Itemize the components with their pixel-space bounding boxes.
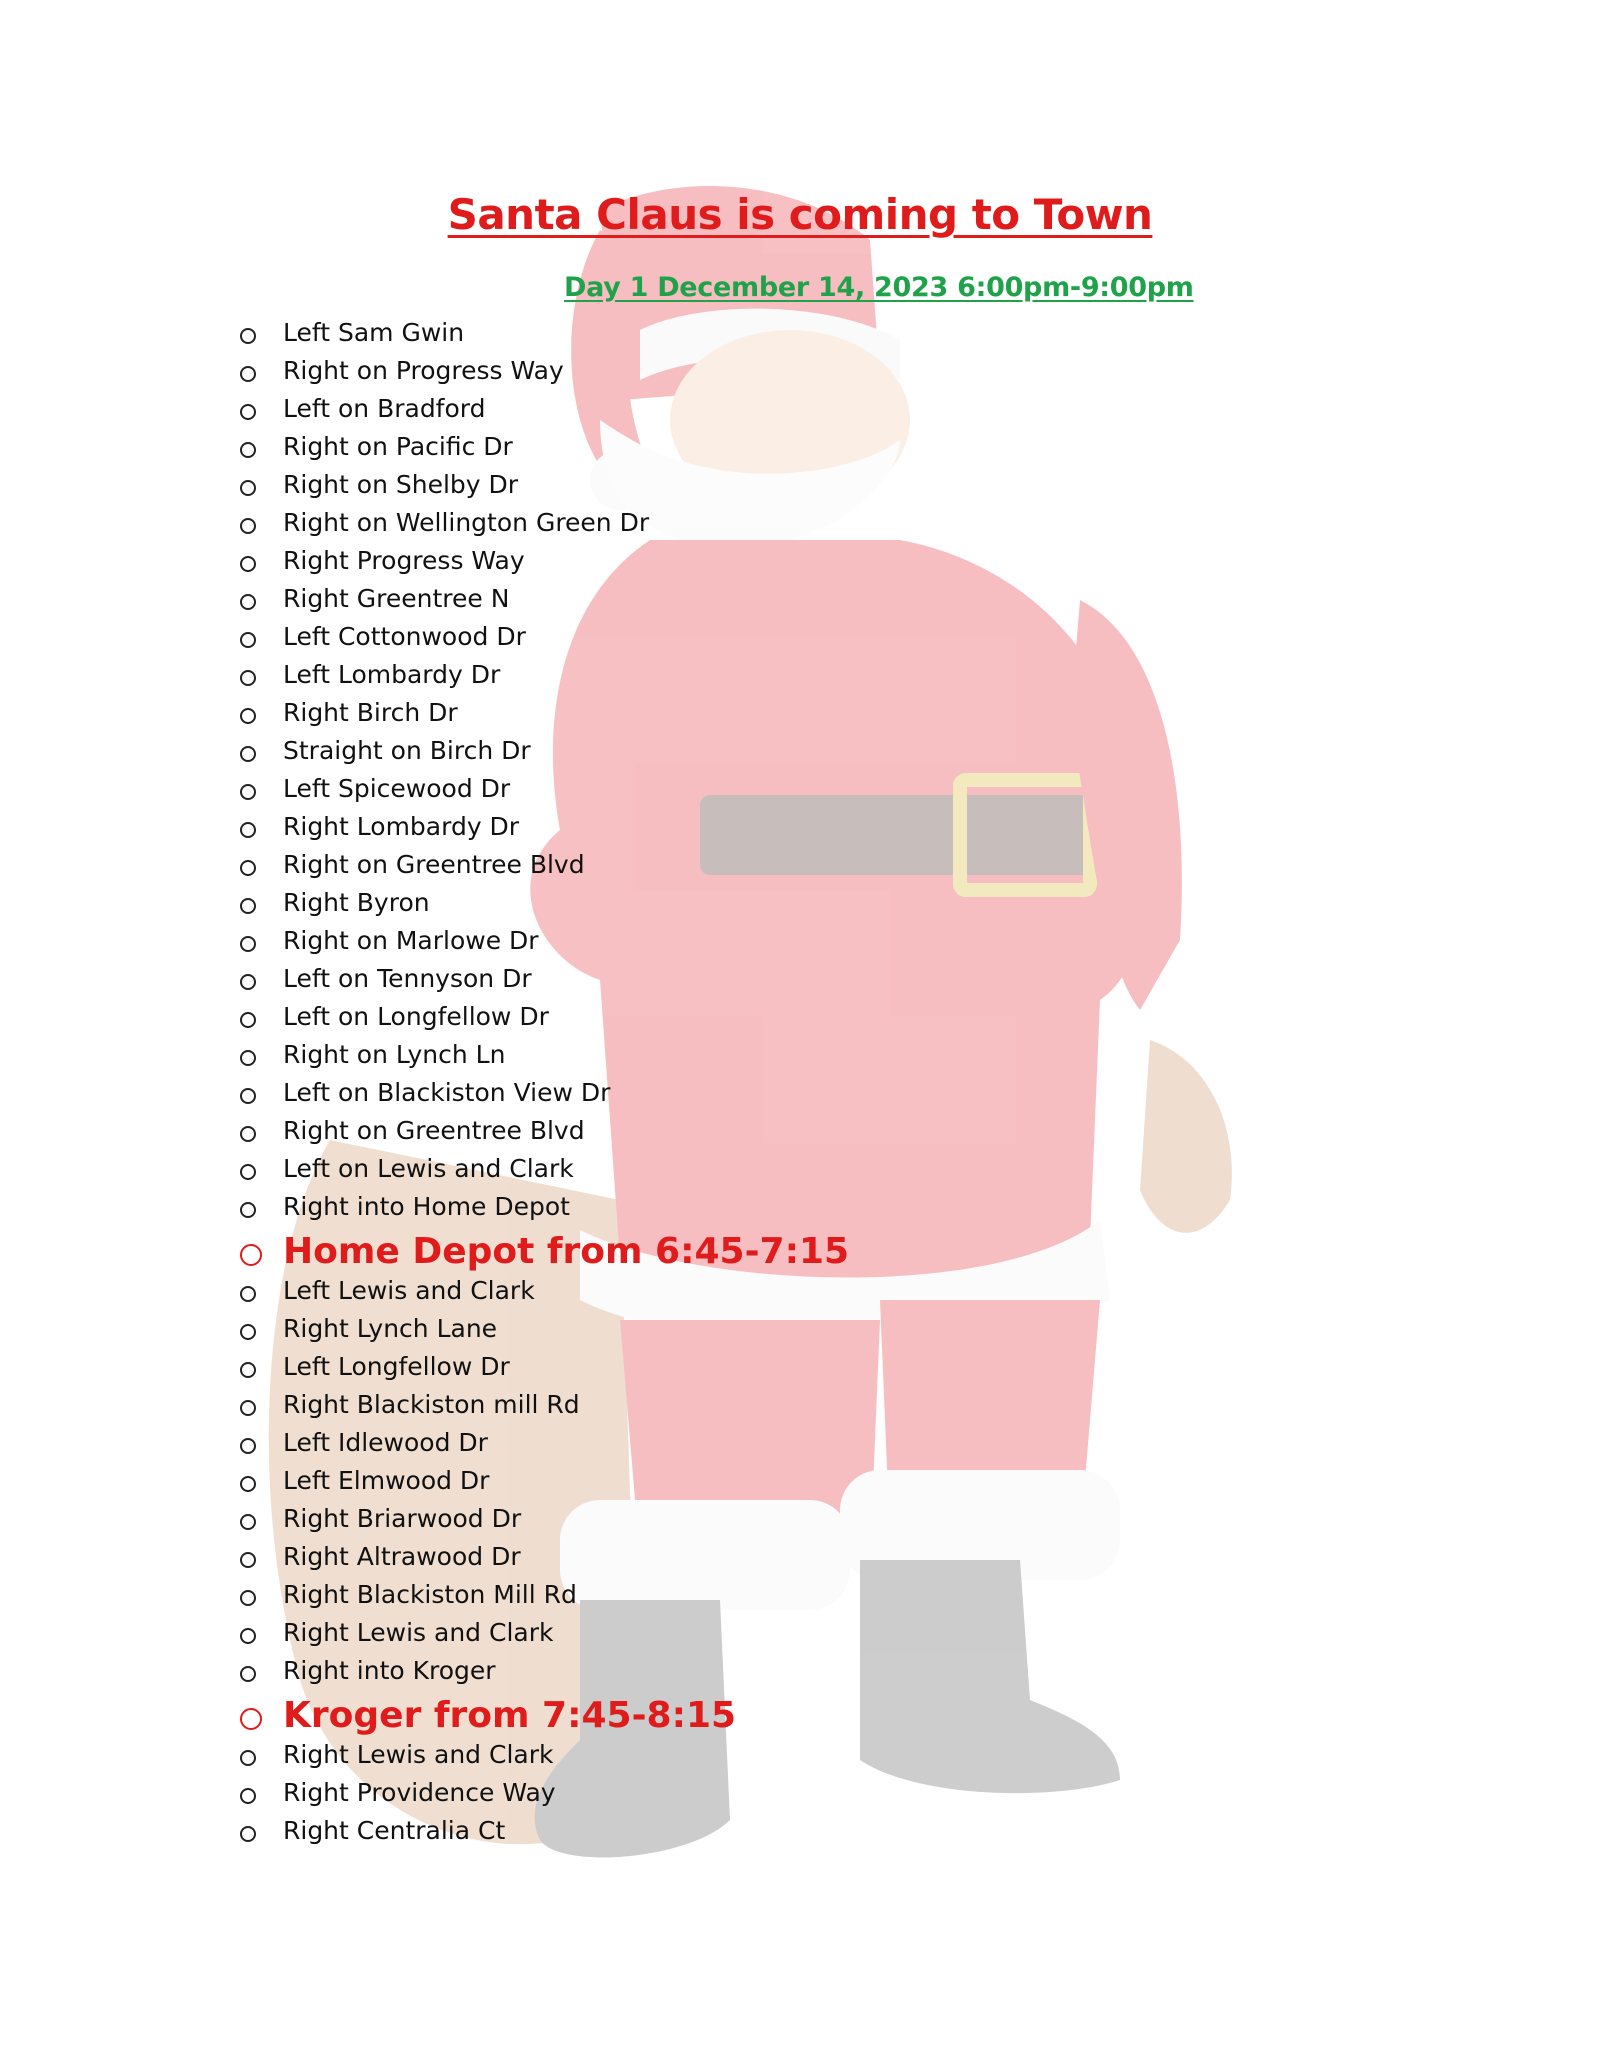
route-step-text: Left on Lewis and Clark	[283, 1154, 574, 1183]
bullet-icon	[240, 1012, 256, 1028]
bullet-icon	[240, 1362, 256, 1378]
route-step-text: Left on Tennyson Dr	[283, 964, 532, 993]
route-step-text: Left Longfellow Dr	[283, 1352, 510, 1381]
route-step-text: Left Idlewood Dr	[283, 1428, 488, 1457]
route-step-text: Left Elmwood Dr	[283, 1466, 490, 1495]
bullet-icon	[240, 1788, 256, 1804]
bullet-icon	[240, 1708, 262, 1730]
route-step-text: Left Spicewood Dr	[283, 774, 511, 803]
bullet-icon	[240, 1514, 256, 1530]
route-step-text: Right Lynch Lane	[283, 1314, 498, 1343]
route-step-text: Left Lombardy Dr	[283, 660, 501, 689]
route-step-text: Left on Blackiston View Dr	[283, 1078, 611, 1107]
route-step-text: Right Blackiston Mill Rd	[283, 1580, 577, 1609]
route-step-text: Right into Home Depot	[283, 1192, 570, 1221]
bullet-icon	[240, 1244, 262, 1266]
bullet-icon	[240, 442, 256, 458]
bullet-icon	[240, 1438, 256, 1454]
bullet-icon	[240, 1050, 256, 1066]
bullet-icon	[240, 1126, 256, 1142]
bullet-icon	[240, 1202, 256, 1218]
bullet-icon	[240, 936, 256, 952]
route-step-text: Right on Marlowe Dr	[283, 926, 539, 955]
bullet-icon	[240, 974, 256, 990]
bullet-icon	[240, 328, 256, 344]
route-step-text: Right on Shelby Dr	[283, 470, 519, 499]
bullet-icon	[240, 1400, 256, 1416]
route-step-text: Right on Greentree Blvd	[283, 850, 585, 879]
bullet-icon	[240, 1286, 256, 1302]
route-step-text: Right Greentree N	[283, 584, 510, 613]
bullet-icon	[240, 784, 256, 800]
bullet-icon	[240, 746, 256, 762]
bullet-icon	[240, 1628, 256, 1644]
bullet-icon	[240, 480, 256, 496]
bullet-icon	[240, 898, 256, 914]
route-step-text: Right Lewis and Clark	[283, 1740, 554, 1769]
route-step-text: Right Altrawood Dr	[283, 1542, 521, 1571]
bullet-icon	[240, 1666, 256, 1682]
bullet-icon	[240, 518, 256, 534]
route-step-text: Right Centralia Ct	[283, 1816, 506, 1845]
route-step-text: Right Byron	[283, 888, 430, 917]
route-step-text: Left on Longfellow Dr	[283, 1002, 549, 1031]
route-step-text: Right Birch Dr	[283, 698, 458, 727]
route-step-text: Right on Progress Way	[283, 356, 564, 385]
route-step-text: Right Lombardy Dr	[283, 812, 520, 841]
route-step-text: Right on Wellington Green Dr	[283, 508, 650, 537]
route-step-text: Right on Pacific Dr	[283, 432, 513, 461]
route-step-text: Left Cottonwood Dr	[283, 622, 526, 651]
bullet-icon	[240, 708, 256, 724]
route-step-text: Right Progress Way	[283, 546, 525, 575]
bullet-icon	[240, 556, 256, 572]
route-step-text: Right on Lynch Ln	[283, 1040, 506, 1069]
route-step-text: Right Blackiston mill Rd	[283, 1390, 580, 1419]
route-step-text: Kroger from 7:45-8:15	[283, 1695, 737, 1736]
route-step-text: Left on Bradford	[283, 394, 486, 423]
bullet-icon	[240, 1164, 256, 1180]
date-subtitle: Day 1 December 14, 2023 6:00pm-9:00pm	[564, 272, 1194, 303]
route-step-text: Right Briarwood Dr	[283, 1504, 522, 1533]
bullet-icon	[240, 404, 256, 420]
bullet-icon	[240, 670, 256, 686]
bullet-icon	[240, 1476, 256, 1492]
bullet-icon	[240, 1750, 256, 1766]
bullet-icon	[240, 1826, 256, 1842]
bullet-icon	[240, 1552, 256, 1568]
route-step-text: Right on Greentree Blvd	[283, 1116, 585, 1145]
bullet-icon	[240, 594, 256, 610]
route-step-text: Left Sam Gwin	[283, 318, 465, 347]
page-title: Santa Claus is coming to Town	[447, 190, 1153, 239]
route-step-text: Right into Kroger	[283, 1656, 496, 1685]
route-step-text: Left Lewis and Clark	[283, 1276, 535, 1305]
route-step-text: Right Lewis and Clark	[283, 1618, 554, 1647]
route-step-text: Right Providence Way	[283, 1778, 556, 1807]
bullet-icon	[240, 366, 256, 382]
route-step-text: Home Depot from 6:45-7:15	[283, 1231, 850, 1272]
bullet-icon	[240, 1324, 256, 1340]
bullet-icon	[240, 822, 256, 838]
bullet-icon	[240, 1088, 256, 1104]
bullet-icon	[240, 632, 256, 648]
bullet-icon	[240, 860, 256, 876]
route-step-text: Straight on Birch Dr	[283, 736, 531, 765]
bullet-icon	[240, 1590, 256, 1606]
